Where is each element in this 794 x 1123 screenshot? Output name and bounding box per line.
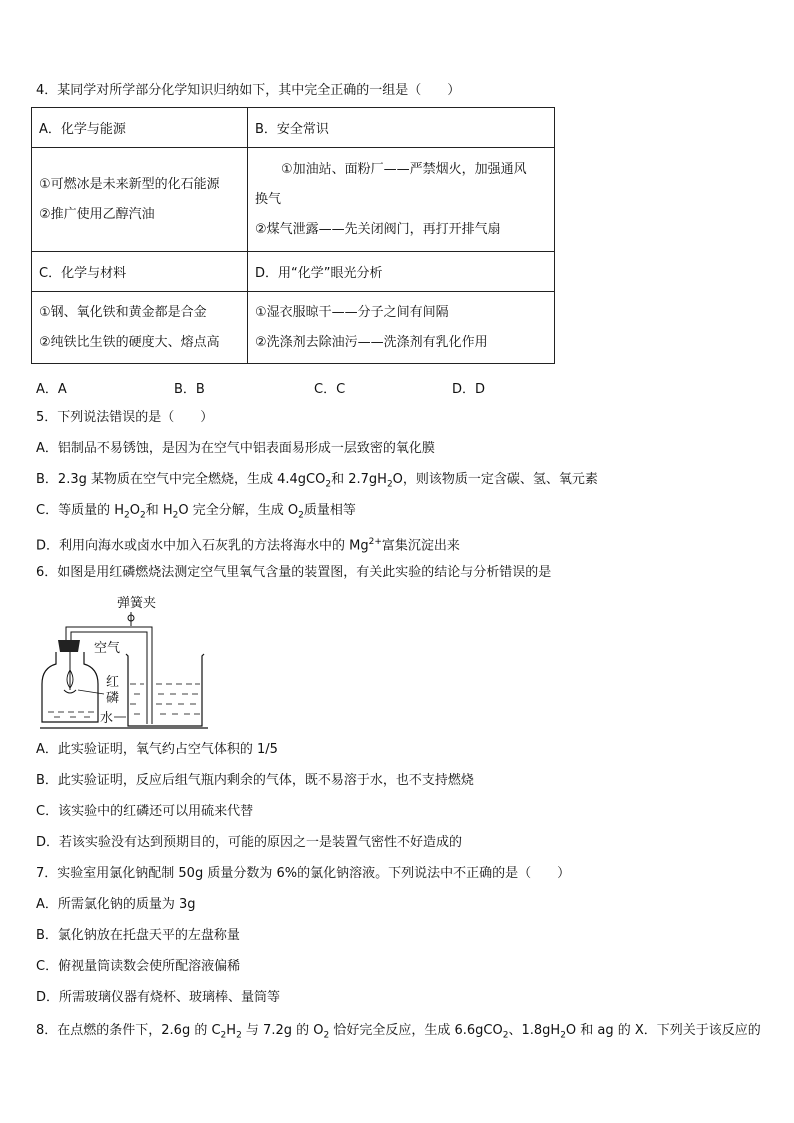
phosphorus-label-2: 磷: [106, 691, 120, 706]
air-label: 空气: [94, 641, 121, 656]
q7-option-b[interactable]: B．氯化钠放在托盘天平的左盘称量: [36, 928, 240, 943]
q4-b-item-1-cont: 换气: [255, 191, 282, 207]
q4-option-d[interactable]: D．D: [452, 382, 486, 397]
q4-table: [31, 107, 555, 364]
water-label: 水: [100, 711, 114, 726]
q4-d-item-2: ②洗涤剂去除油污——洗涤剂有乳化作用: [255, 334, 488, 350]
q4-option-a[interactable]: A．A: [36, 382, 67, 397]
q6-option-a[interactable]: A．此实验证明，氧气约占空气体积的 1/5: [36, 742, 278, 757]
q5-stem: 5．下列说法错误的是（ ）: [36, 410, 214, 425]
q6-option-b[interactable]: B．此实验证明，反应后组气瓶内剩余的气体，既不易溶于水，也不支持燃烧: [36, 773, 474, 788]
q5-option-c[interactable]: C．等质量的 $H_2O_2$和 $H_2O$ 完全分解，生成 $O_2$质量相等: [36, 503, 356, 521]
clip-label: 弹簧夹: [117, 596, 157, 611]
spring-clip-icon: [128, 612, 134, 626]
q7-option-d[interactable]: D．所需玻璃仪器有烧杯、玻璃棒、量筒等: [36, 990, 281, 1005]
q4-cell-a-head: A．化学与能源: [32, 108, 248, 148]
q5-option-d[interactable]: D．利用向海水或卤水中加入石灰乳的方法将海水中的 $Mg^{2+}$富集沉淀出来: [36, 537, 460, 554]
red-phosphorus-apparatus: [40, 594, 210, 730]
phosphorus-label-1: 红: [106, 675, 120, 690]
q7-stem: 7．实验室用氯化钠配制 50g 质量分数为 6%的氯化钠溶液。下列说法中不正确的是（ ）: [36, 866, 571, 881]
q6-option-d[interactable]: D．若该实验没有达到预期目的，可能的原因之一是装置气密性不好造成的: [36, 835, 463, 850]
q4-stem: 4．某同学对所学部分化学知识归纳如下，其中完全正确的一组是（ ）: [36, 83, 461, 98]
q4-cell-c-body: [32, 292, 248, 364]
q4-option-c[interactable]: C．C: [314, 382, 346, 397]
q4-c-item-2: ②纯铁比生铁的硬度大、熔点高: [39, 334, 220, 350]
q4-a-item-1: ①可燃冰是未来新型的化石能源: [39, 176, 220, 192]
q4-cell-b-body: [248, 148, 555, 252]
q5-option-a[interactable]: A．铝制品不易锈蚀，是因为在空气中铝表面易形成一层致密的氧化膜: [36, 441, 435, 456]
bottle-water: [48, 712, 94, 717]
q4-c-item-1: ①钢、氧化铁和黄金都是合金: [39, 304, 207, 320]
q7-option-c[interactable]: C．俯视量筒读数会使所配溶液偏稀: [36, 959, 241, 974]
stopper: [58, 640, 80, 652]
beaker: [126, 654, 204, 726]
q7-option-a[interactable]: A．所需氯化钠的质量为 3g: [36, 897, 196, 912]
beaker-water: [130, 684, 200, 714]
q4-d-item-1: ①湿衣服晾干——分子之间有间隔: [255, 304, 449, 320]
q4-b-item-2: ②煤气泄露——先关闭阀门，再打开排气扇: [255, 221, 501, 237]
q4-cell-c-head: C．化学与材料: [32, 252, 248, 292]
q4-a-item-2: ②推广使用乙醇汽油: [39, 206, 155, 222]
q4-b-item-1: ①加油站、面粉厂——严禁烟火，加强通风: [281, 161, 527, 177]
q6-option-c[interactable]: C．该实验中的红磷还可以用硫来代替: [36, 804, 254, 819]
q4-cell-b-head: B．安全常识: [248, 108, 555, 148]
q8-stem: 8．在点燃的条件下，2.6g 的 $C_2H_2$ 与 7.2g 的 $O_2$ 恰好完全反应，生成 6.6gCO$_2$、$1.8gH_2O$ 和 ag 的 X．下列关于该反应的: [36, 1023, 761, 1041]
q6-stem: 6．如图是用红磷燃烧法测定空气里氧气含量的装置图，有关此实验的结论与分析错误的是: [36, 565, 552, 580]
q4-cell-d-head: D．用“化学”眼光分析: [248, 252, 555, 292]
q4-cell-a-body: [32, 148, 248, 252]
q4-cell-d-body: [248, 292, 555, 364]
q4-option-b[interactable]: B．B: [174, 382, 205, 397]
q5-option-b[interactable]: B．2.3g 某物质在空气中完全燃烧，生成 4.4gCO$_2$和 $2.7gH_2O$，则该物质一定含碳、氢、氧元素: [36, 472, 598, 490]
